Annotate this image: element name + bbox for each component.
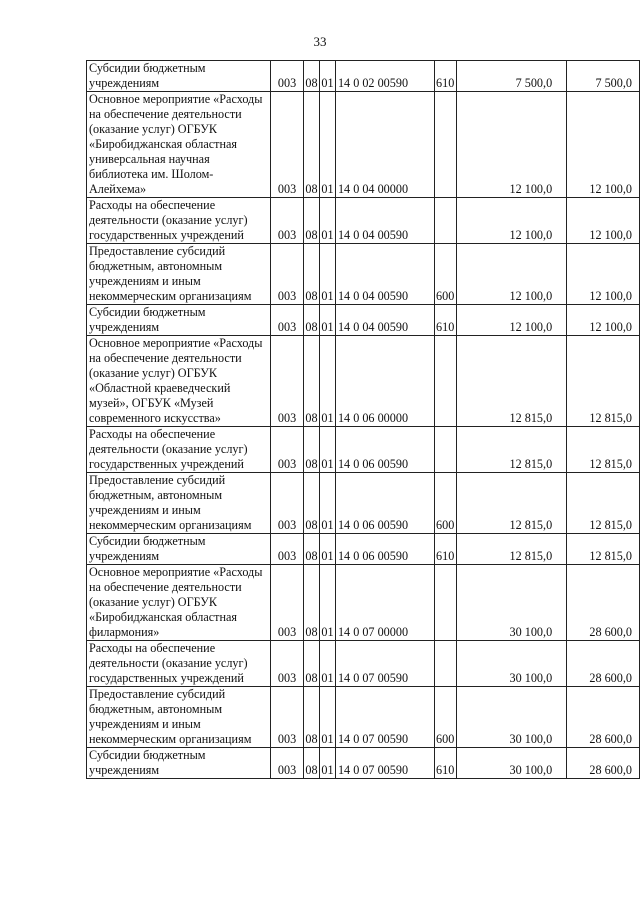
row-pr: 01	[319, 61, 335, 92]
row-name: Расходы на обеспечение деятельности (оказание услуг) государственных учреждений	[87, 427, 271, 473]
row-pr: 01	[319, 427, 335, 473]
row-sum-2: 12 100,0	[567, 305, 640, 336]
row-vr	[434, 92, 456, 198]
row-sum-1: 12 815,0	[456, 427, 566, 473]
row-sum-1: 12 100,0	[456, 305, 566, 336]
row-vr	[434, 565, 456, 641]
row-sum-2: 28 600,0	[567, 687, 640, 748]
table-row	[87, 61, 640, 92]
row-ved: 003	[271, 687, 304, 748]
row-rz: 08	[303, 244, 319, 305]
row-ved: 003	[271, 565, 304, 641]
row-csr: 14 0 04 00590	[335, 198, 434, 244]
row-rz: 08	[303, 92, 319, 198]
table-row	[87, 641, 640, 687]
table-row	[87, 198, 640, 244]
table-row	[87, 473, 640, 534]
row-sum-1: 30 100,0	[456, 687, 566, 748]
row-vr	[434, 336, 456, 427]
row-name: Предоставление субсидий бюджетным, автономным учреждениям и иным некоммерческим организациям	[87, 473, 271, 534]
row-vr: 610	[434, 534, 456, 565]
row-ved: 003	[271, 473, 304, 534]
row-csr: 14 0 06 00000	[335, 336, 434, 427]
row-sum-2: 12 815,0	[567, 336, 640, 427]
table-row	[87, 534, 640, 565]
row-csr: 14 0 07 00590	[335, 641, 434, 687]
row-rz: 08	[303, 565, 319, 641]
row-pr: 01	[319, 565, 335, 641]
row-vr	[434, 427, 456, 473]
row-sum-1: 30 100,0	[456, 641, 566, 687]
row-vr: 610	[434, 748, 456, 779]
row-pr: 01	[319, 748, 335, 779]
row-name: Предоставление субсидий бюджетным, автономным учреждениям и иным некоммерческим организациям	[87, 244, 271, 305]
row-ved: 003	[271, 244, 304, 305]
row-sum-1: 30 100,0	[456, 565, 566, 641]
row-csr: 14 0 06 00590	[335, 473, 434, 534]
row-rz: 08	[303, 305, 319, 336]
row-csr: 14 0 06 00590	[335, 427, 434, 473]
row-name: Субсидии бюджетным учреждениям	[87, 748, 271, 779]
row-name: Расходы на обеспечение деятельности (оказание услуг) государственных учреждений	[87, 198, 271, 244]
row-pr: 01	[319, 198, 335, 244]
row-pr: 01	[319, 641, 335, 687]
row-sum-2: 28 600,0	[567, 565, 640, 641]
budget-table	[86, 60, 640, 779]
row-rz: 08	[303, 748, 319, 779]
row-sum-2: 28 600,0	[567, 748, 640, 779]
row-pr: 01	[319, 92, 335, 198]
row-rz: 08	[303, 61, 319, 92]
row-ved: 003	[271, 427, 304, 473]
row-ved: 003	[271, 305, 304, 336]
row-vr: 600	[434, 473, 456, 534]
row-rz: 08	[303, 473, 319, 534]
table-row	[87, 687, 640, 748]
row-rz: 08	[303, 641, 319, 687]
row-vr: 610	[434, 305, 456, 336]
row-vr: 600	[434, 687, 456, 748]
row-ved: 003	[271, 61, 304, 92]
row-sum-1: 12 815,0	[456, 534, 566, 565]
page-number: 33	[313, 34, 327, 49]
row-sum-1: 12 100,0	[456, 92, 566, 198]
row-csr: 14 0 07 00590	[335, 748, 434, 779]
row-sum-2: 12 100,0	[567, 92, 640, 198]
row-pr: 01	[319, 336, 335, 427]
row-rz: 08	[303, 336, 319, 427]
row-sum-1: 30 100,0	[456, 748, 566, 779]
row-rz: 08	[303, 427, 319, 473]
row-sum-1: 12 100,0	[456, 198, 566, 244]
row-name: Субсидии бюджетным учреждениям	[87, 305, 271, 336]
table-row	[87, 305, 640, 336]
table-row	[87, 748, 640, 779]
row-pr: 01	[319, 473, 335, 534]
row-sum-2: 12 100,0	[567, 198, 640, 244]
row-vr: 610	[434, 61, 456, 92]
row-csr: 14 0 02 00590	[335, 61, 434, 92]
row-name: Предоставление субсидий бюджетным, автономным учреждениям и иным некоммерческим организациям	[87, 687, 271, 748]
table-row	[87, 92, 640, 198]
row-sum-2: 12 815,0	[567, 427, 640, 473]
row-name: Основное мероприятие «Расходы на обеспечение деятельности (оказание услуг) ОГБУК «Биробиджанская областная филармония»	[87, 565, 271, 641]
row-vr	[434, 641, 456, 687]
row-rz: 08	[303, 198, 319, 244]
row-csr: 14 0 07 00590	[335, 687, 434, 748]
row-name: Субсидии бюджетным учреждениям	[87, 61, 271, 92]
table-row	[87, 336, 640, 427]
row-sum-1: 7 500,0	[456, 61, 566, 92]
row-sum-1: 12 815,0	[456, 473, 566, 534]
row-name: Основное мероприятие «Расходы на обеспечение деятельности (оказание услуг) ОГБУК «Биробиджанская областная универсальная научная библиотека им. Шолом-Алейхема»	[87, 92, 271, 198]
row-ved: 003	[271, 92, 304, 198]
row-name: Субсидии бюджетным учреждениям	[87, 534, 271, 565]
table-row	[87, 427, 640, 473]
row-sum-1: 12 100,0	[456, 244, 566, 305]
row-sum-2: 12 100,0	[567, 244, 640, 305]
row-sum-2: 12 815,0	[567, 534, 640, 565]
row-csr: 14 0 04 00590	[335, 244, 434, 305]
row-pr: 01	[319, 534, 335, 565]
row-ved: 003	[271, 534, 304, 565]
row-sum-2: 7 500,0	[567, 61, 640, 92]
row-vr	[434, 198, 456, 244]
row-sum-2: 12 815,0	[567, 473, 640, 534]
table-row	[87, 244, 640, 305]
row-name: Основное мероприятие «Расходы на обеспечение деятельности (оказание услуг) ОГБУК «Областной краеведческий музей», ОГБУК «Музей современного искусства»	[87, 336, 271, 427]
row-pr: 01	[319, 687, 335, 748]
row-vr: 600	[434, 244, 456, 305]
row-csr: 14 0 04 00590	[335, 305, 434, 336]
row-sum-1: 12 815,0	[456, 336, 566, 427]
row-ved: 003	[271, 748, 304, 779]
row-pr: 01	[319, 305, 335, 336]
row-sum-2: 28 600,0	[567, 641, 640, 687]
row-pr: 01	[319, 244, 335, 305]
row-rz: 08	[303, 687, 319, 748]
row-name: Расходы на обеспечение деятельности (оказание услуг) государственных учреждений	[87, 641, 271, 687]
row-csr: 14 0 07 00000	[335, 565, 434, 641]
row-csr: 14 0 06 00590	[335, 534, 434, 565]
row-ved: 003	[271, 336, 304, 427]
row-rz: 08	[303, 534, 319, 565]
row-ved: 003	[271, 198, 304, 244]
table-row	[87, 565, 640, 641]
row-ved: 003	[271, 641, 304, 687]
row-csr: 14 0 04 00000	[335, 92, 434, 198]
